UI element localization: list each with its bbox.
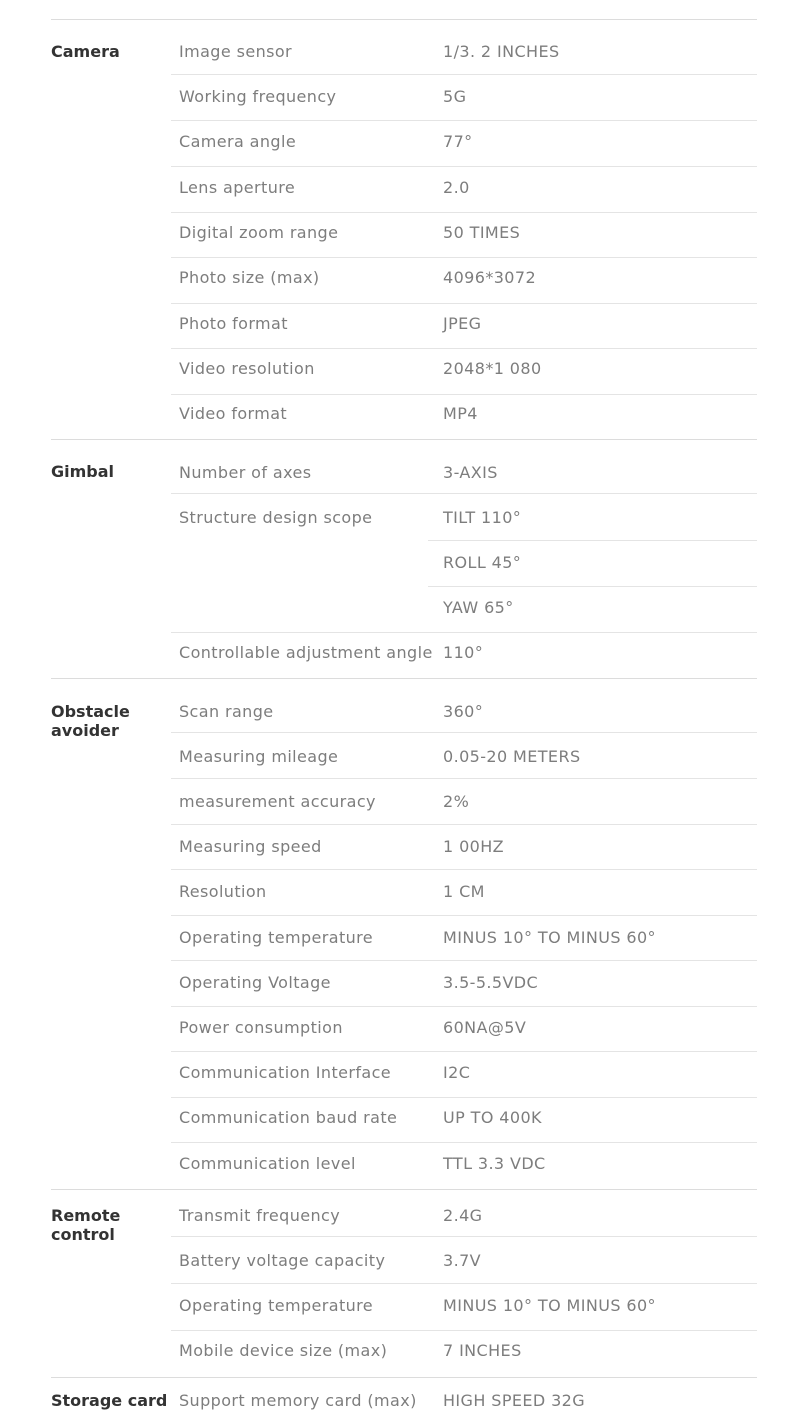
section-divider — [51, 1189, 757, 1190]
spec-value: 360° — [443, 702, 484, 721]
spec-value: 2.0 — [443, 178, 470, 197]
row-divider — [171, 257, 757, 258]
row-divider — [171, 74, 757, 75]
row-divider — [171, 1236, 757, 1237]
spec-label: Support memory card (max) — [179, 1391, 417, 1410]
section-divider — [51, 678, 757, 679]
spec-label: Lens aperture — [179, 178, 296, 197]
spec-label: Mobile device size (max) — [179, 1341, 388, 1360]
spec-value: TTL 3.3 VDC — [443, 1154, 546, 1173]
row-divider — [171, 1006, 757, 1007]
spec-value: 1/3. 2 INCHES — [443, 42, 560, 61]
spec-value: TILT 110° — [443, 508, 522, 527]
row-divider — [171, 348, 757, 349]
spec-value: YAW 65° — [443, 598, 514, 617]
row-divider — [171, 303, 757, 304]
spec-value: MP4 — [443, 404, 478, 423]
section-title-line: Storage card — [51, 1391, 168, 1410]
spec-value: 2048*1 080 — [443, 359, 542, 378]
spec-value: 0.05-20 METERS — [443, 747, 581, 766]
spec-value: 110° — [443, 643, 484, 662]
spec-value: 1 00HZ — [443, 837, 505, 856]
row-divider — [171, 212, 757, 213]
spec-value: ROLL 45° — [443, 553, 522, 572]
row-divider — [171, 120, 757, 121]
row-divider — [171, 732, 757, 733]
row-divider — [171, 1283, 757, 1284]
row-divider — [171, 1330, 757, 1331]
spec-label: Power consumption — [179, 1018, 343, 1037]
row-divider — [428, 586, 757, 587]
row-divider — [171, 1097, 757, 1098]
spec-label: Video format — [179, 404, 288, 423]
section-title-line: Remote — [51, 1206, 121, 1225]
spec-value: MINUS 10° TO MINUS 60° — [443, 1296, 656, 1315]
section-title-line: control — [51, 1225, 115, 1244]
section-title — [51, 462, 169, 481]
section-title-line: Obstacle — [51, 702, 130, 721]
spec-value: 3.5-5.5VDC — [443, 973, 539, 992]
row-divider — [171, 869, 757, 870]
spec-value: UP TO 400K — [443, 1108, 542, 1127]
section-divider — [51, 19, 757, 20]
spec-value: 2.4G — [443, 1206, 483, 1225]
spec-label: Structure design scope — [179, 508, 373, 527]
spec-label: Resolution — [179, 882, 267, 901]
spec-value: HIGH SPEED 32G — [443, 1391, 586, 1410]
spec-value: 50 TIMES — [443, 223, 521, 242]
spec-label: Battery voltage capacity — [179, 1251, 386, 1270]
row-divider — [428, 540, 757, 541]
row-divider — [171, 915, 757, 916]
row-divider — [171, 824, 757, 825]
section-title-line: Gimbal — [51, 462, 115, 481]
row-divider — [171, 493, 757, 494]
spec-value: I2C — [443, 1063, 471, 1082]
section-divider — [51, 439, 757, 440]
spec-value: 4096*3072 — [443, 268, 537, 287]
row-divider — [171, 1051, 757, 1052]
section-title — [51, 1391, 169, 1410]
section-divider — [51, 1377, 757, 1378]
spec-label: Communication level — [179, 1154, 356, 1173]
spec-label: Photo size (max) — [179, 268, 320, 287]
row-divider — [171, 394, 757, 395]
spec-value: MINUS 10° TO MINUS 60° — [443, 928, 656, 947]
spec-label: Image sensor — [179, 42, 293, 61]
spec-value: 60NA@5V — [443, 1018, 527, 1037]
row-divider — [171, 166, 757, 167]
spec-label: Communication baud rate — [179, 1108, 398, 1127]
section-title — [51, 702, 169, 740]
spec-label: Photo format — [179, 314, 288, 333]
spec-label: Camera angle — [179, 132, 297, 151]
section-title-line: Camera — [51, 42, 120, 61]
section-title — [51, 42, 169, 61]
spec-label: Transmit frequency — [179, 1206, 341, 1225]
spec-value: 2% — [443, 792, 470, 811]
spec-label: Digital zoom range — [179, 223, 339, 242]
spec-label: Operating Voltage — [179, 973, 331, 992]
spec-value: 77° — [443, 132, 473, 151]
spec-label: Video resolution — [179, 359, 315, 378]
spec-value: 7 INCHES — [443, 1341, 522, 1360]
spec-label: Operating temperature — [179, 928, 374, 947]
spec-label: Scan range — [179, 702, 274, 721]
spec-value: JPEG — [443, 314, 482, 333]
spec-label: Communication Interface — [179, 1063, 392, 1082]
spec-value: 5G — [443, 87, 467, 106]
row-divider — [171, 960, 757, 961]
section-title-line: avoider — [51, 721, 119, 740]
spec-value: 3-AXIS — [443, 463, 498, 482]
spec-label: Operating temperature — [179, 1296, 374, 1315]
row-divider — [171, 1142, 757, 1143]
spec-value: 1 CM — [443, 882, 485, 901]
spec-label: measurement accuracy — [179, 792, 376, 811]
spec-label: Controllable adjustment angle — [179, 643, 433, 662]
spec-label: Working frequency — [179, 87, 337, 106]
spec-label: Measuring mileage — [179, 747, 339, 766]
spec-label: Measuring speed — [179, 837, 322, 856]
spec-value: 3.7V — [443, 1251, 481, 1270]
spec-label: Number of axes — [179, 463, 312, 482]
section-title — [51, 1206, 169, 1244]
row-divider — [171, 632, 757, 633]
row-divider — [171, 778, 757, 779]
